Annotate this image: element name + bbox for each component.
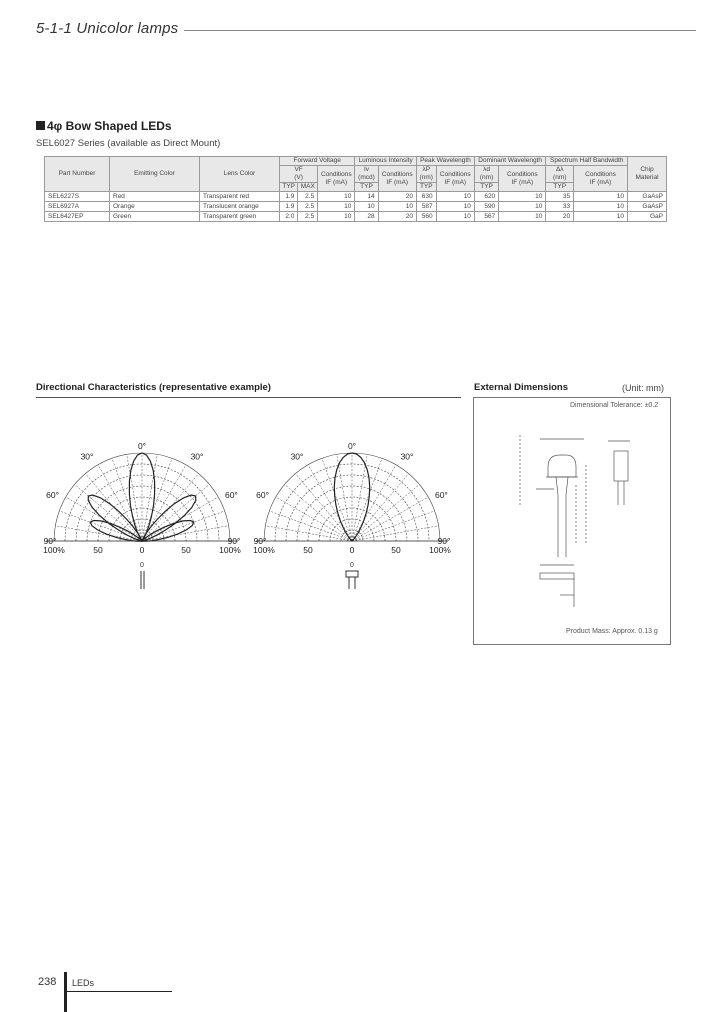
scale-label: 0 — [139, 545, 145, 555]
cell-ld-if: 10 — [499, 192, 546, 202]
scale-label: 100% — [219, 545, 241, 555]
angle-label: 60° — [256, 490, 270, 500]
cell-lp-if: 10 — [436, 202, 474, 212]
cell-lp-if: 10 — [436, 192, 474, 202]
cell-dl-if: 10 — [574, 202, 628, 212]
grid-spoke — [352, 484, 419, 541]
grid-spoke — [295, 474, 352, 541]
directional-rule — [36, 397, 461, 398]
cell-vf-typ: 2.0 — [280, 212, 298, 222]
cell-dl: 35 — [546, 192, 574, 202]
th-typ: TYP — [355, 183, 378, 192]
page-bar — [64, 972, 67, 1012]
th-iv: Iv (mcd) — [355, 166, 378, 183]
th-typ: TYP — [474, 183, 498, 192]
directional-diagrams — [30, 440, 470, 600]
header-rule — [184, 30, 696, 31]
led-symbol-left — [140, 562, 144, 589]
cell-vf-max: 2.5 — [298, 202, 318, 212]
scale-label: 50 — [391, 545, 401, 555]
angle-label: 30° — [80, 451, 94, 462]
page-label: LEDs — [72, 978, 95, 988]
angle-label: 90° — [43, 536, 57, 546]
led-symbol-right — [346, 562, 358, 589]
external-dimensions-title: External Dimensions — [474, 382, 568, 393]
scale-label: 100% — [253, 545, 275, 555]
cell-dl: 33 — [546, 202, 574, 212]
cell-lp: 587 — [416, 202, 436, 212]
angle-label: 30° — [400, 451, 414, 462]
scale-label: 100% — [429, 545, 451, 555]
table-row — [45, 202, 667, 212]
cell-iv-if: 20 — [378, 212, 416, 222]
table-row — [45, 192, 667, 202]
section-title: 5-1-1 Unicolor lamps — [36, 20, 179, 37]
th-ld-conditions: Conditions IF (mA) — [499, 166, 546, 192]
cell-chip: GaAsP — [628, 192, 667, 202]
angle-label: 0° — [137, 441, 147, 451]
angle-label: 60° — [224, 490, 238, 500]
cell-iv: 10 — [355, 202, 378, 212]
th-max: MAX — [298, 183, 318, 192]
th-delta-lambda: Δλ (nm) — [546, 166, 574, 183]
scale-label: 50 — [303, 545, 313, 555]
series-note: SEL6027 Series (available as Direct Mount) — [36, 138, 221, 149]
cell-vf-if: 10 — [318, 202, 355, 212]
product-heading-text: 4φ Bow Shaped LEDs — [47, 119, 172, 133]
th-peak-wavelength: Peak Wavelength — [416, 157, 474, 166]
th-dominant-wavelength: Dominant Wavelength — [474, 157, 545, 166]
cell-vf-if: 10 — [318, 212, 355, 222]
cell-ld: 620 — [474, 192, 498, 202]
page-rule — [64, 991, 172, 992]
th-lambda-p: λP (nm) — [416, 166, 436, 183]
cell-ld-if: 10 — [499, 212, 546, 222]
cell-iv-if: 10 — [378, 202, 416, 212]
th-spectrum-half-width: Spectrum Half Bandwidth — [546, 157, 628, 166]
table-row — [45, 212, 667, 222]
angle-label: 30° — [190, 451, 204, 462]
directional-title: Directional Characteristics (representative example) — [36, 382, 271, 393]
cell-chip: GaP — [628, 212, 667, 222]
cell-iv: 14 — [355, 192, 378, 202]
cell-chip: GaAsP — [628, 202, 667, 212]
polar-diagram-right — [253, 441, 451, 555]
th-vf-conditions: Conditions IF (mA) — [318, 166, 355, 192]
th-vf: VF (V) — [280, 166, 318, 183]
cell-vf-typ: 1.9 — [280, 192, 298, 202]
cell-lens: Transparent red — [200, 192, 280, 202]
cell-emit: Red — [110, 192, 200, 202]
scale-label: 0 — [349, 545, 355, 555]
dimension-drawing — [500, 425, 660, 615]
cell-vf-typ: 1.9 — [280, 202, 298, 212]
cell-ld: 567 — [474, 212, 498, 222]
cell-vf-max: 2.5 — [298, 212, 318, 222]
cell-vf-max: 2.5 — [298, 192, 318, 202]
cell-dl-if: 10 — [574, 212, 628, 222]
th-forward-voltage: Forward Voltage — [280, 157, 355, 166]
th-typ: TYP — [280, 183, 298, 192]
tolerance-note: Dimensional Tolerance: ±0.2 — [570, 402, 659, 409]
mass-note: Product Mass: Approx. 0.13 g — [566, 628, 658, 635]
product-heading — [36, 119, 172, 133]
scale-label: 50 — [93, 545, 103, 555]
cell-dl-if: 10 — [574, 192, 628, 202]
angle-label: 90° — [253, 536, 267, 546]
scale-label: 50 — [181, 545, 191, 555]
angle-label: 90° — [437, 536, 451, 546]
th-lp-conditions: Conditions IF (mA) — [436, 166, 474, 192]
polar-diagram-left — [43, 441, 241, 555]
led-body-front — [614, 451, 628, 481]
grid-spoke — [285, 484, 352, 541]
angle-label: 90° — [227, 536, 241, 546]
th-typ: TYP — [546, 183, 574, 192]
cell-part: SEL6227S — [45, 192, 110, 202]
cell-vf-if: 10 — [318, 192, 355, 202]
axis-marker-right: 0 — [350, 562, 354, 569]
th-luminous-intensity: Luminous Intensity — [355, 157, 417, 166]
cell-emit: Orange — [110, 202, 200, 212]
th-typ: TYP — [416, 183, 436, 192]
axis-marker-left: 0 — [140, 562, 144, 569]
cell-lens: Transparent green — [200, 212, 280, 222]
cell-iv: 28 — [355, 212, 378, 222]
cell-lens: Translucent orange — [200, 202, 280, 212]
angle-label: 60° — [434, 490, 448, 500]
cell-dl: 20 — [546, 212, 574, 222]
cell-lp-if: 10 — [436, 212, 474, 222]
cell-ld-if: 10 — [499, 202, 546, 212]
angle-label: 60° — [46, 490, 60, 500]
angle-label: 0° — [347, 441, 357, 451]
led-body-side — [548, 455, 576, 477]
th-emitting-color: Emitting Color — [110, 157, 200, 192]
cell-lp: 630 — [416, 192, 436, 202]
th-lens-color: Lens Color — [200, 157, 280, 192]
th-part-number: Part Number — [45, 157, 110, 192]
cell-ld: 590 — [474, 202, 498, 212]
cell-part: SEL6927A — [45, 202, 110, 212]
cell-emit: Green — [110, 212, 200, 222]
th-dl-conditions: Conditions IF (mA) — [574, 166, 628, 192]
cell-lp: 560 — [416, 212, 436, 222]
spec-table — [44, 156, 667, 222]
angle-label: 30° — [290, 451, 304, 462]
th-chip-material: Chip Material — [628, 157, 667, 192]
page-number: 238 — [38, 976, 57, 988]
cell-iv-if: 20 — [378, 192, 416, 202]
unit-label: (Unit: mm) — [622, 383, 664, 393]
lead-section — [540, 573, 574, 579]
bullet-square-icon — [36, 121, 45, 130]
th-lambda-d: λd (nm) — [474, 166, 498, 183]
cell-part: SEL6427EP — [45, 212, 110, 222]
scale-label: 100% — [43, 545, 65, 555]
th-iv-conditions: Conditions IF (mA) — [378, 166, 416, 192]
